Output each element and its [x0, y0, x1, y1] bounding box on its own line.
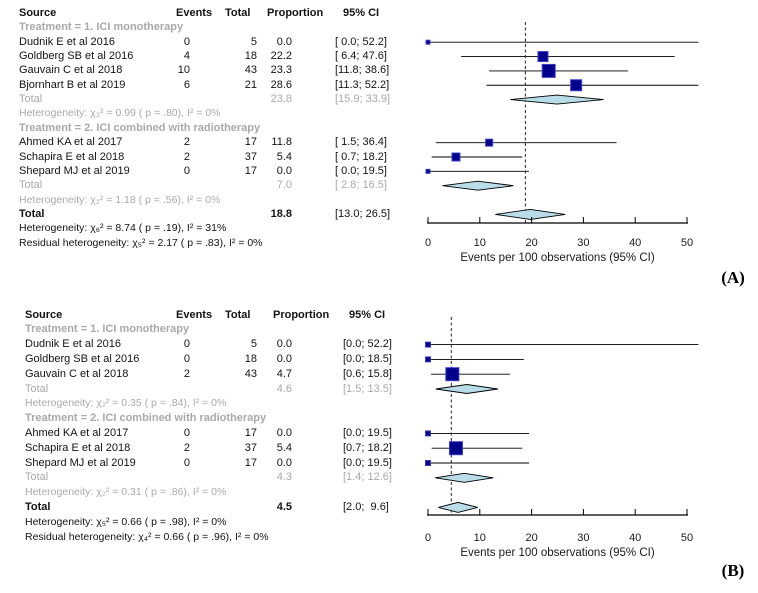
events-value: 0	[183, 338, 190, 351]
events-value: 0	[183, 164, 190, 177]
study-source-label: Gauvain C et al 2018	[19, 64, 123, 77]
forest-panel-b	[0, 303, 758, 593]
total-proportion-value: 18.8	[270, 207, 292, 220]
proportion-value: 0.0	[276, 456, 292, 469]
column-header-proportion: Proportion	[273, 308, 330, 321]
proportion-value: 11.8	[271, 136, 292, 149]
events-value: 0	[183, 352, 190, 365]
events-value: 4	[183, 50, 190, 63]
ci-value: [ 0.7; 18.2]	[335, 150, 387, 163]
ci-value: [0.0; 18.5]	[343, 352, 392, 365]
ci-value: [0.0; 19.5]	[343, 426, 392, 439]
total-label: Total	[19, 207, 45, 220]
study-source-label: Shepard MJ et al 2019	[19, 164, 130, 177]
total-value: 18	[244, 352, 257, 365]
proportion-value: 0.0	[276, 35, 292, 48]
total-proportion-value: 4.5	[276, 500, 292, 513]
study-source-label: Bjornhart B et al 2019	[19, 78, 126, 91]
column-header-source: Source	[25, 308, 63, 321]
column-header-ci: 95% CI	[349, 308, 386, 321]
study-source-label: Dudnik E et al 2016	[25, 338, 122, 351]
subtotal-label: Total	[19, 93, 43, 106]
study-source-label: Ahmed KA et al 2017	[25, 426, 129, 439]
panel-letter: (A)	[721, 268, 745, 287]
study-source-label: Goldberg SB et al 2016	[19, 50, 134, 63]
ci-value: [11.8; 38.6]	[335, 64, 390, 77]
forest-panel-a	[0, 2, 758, 302]
proportion-value: 0.0	[276, 426, 292, 439]
ci-value: [0.6; 15.8]	[343, 367, 392, 380]
total-value: 17	[244, 456, 257, 469]
effect-square	[486, 139, 493, 146]
heterogeneity-note: Heterogeneity: χ₂² = 0.35 ( p = .84), I² = 0%	[25, 397, 227, 410]
x-axis-tick-label: 30	[577, 532, 590, 544]
proportion-value: 0.0	[276, 352, 292, 365]
heterogeneity-note: Heterogeneity: χ₅² = 0.66 ( p = .98), I² = 0%	[25, 515, 227, 528]
heterogeneity-note: Residual heterogeneity: χ₄² = 0.66 ( p = .96), I² = 0%	[25, 530, 269, 543]
study-source-label: Gauvain C et al 2018	[25, 367, 129, 380]
group-heading: Treatment = 1. ICI monotherapy	[19, 21, 184, 34]
column-header-ci: 95% CI	[343, 7, 380, 19]
ci-value: [0.0; 19.5]	[343, 456, 392, 469]
effect-square	[446, 368, 459, 381]
subtotal-label: Total	[19, 179, 43, 192]
summary-diamond	[435, 473, 493, 482]
total-value: 21	[244, 78, 257, 91]
study-source-label: Dudnik E et al 2016	[19, 35, 116, 48]
proportion-value: 5.4	[276, 150, 292, 163]
total-ci-value: [13.0; 26.5]	[335, 207, 391, 220]
effect-square	[426, 169, 430, 173]
events-value: 2	[183, 150, 190, 163]
subtotal-proportion-value: 4.3	[276, 471, 292, 484]
study-source-label: Schapira E et al 2018	[25, 441, 131, 454]
group-heading: Treatment = 2. ICI combined with radiotherapy	[25, 412, 267, 425]
x-axis-tick-label: 20	[525, 532, 538, 544]
x-axis-tick-label: 40	[629, 532, 642, 544]
effect-square	[426, 357, 431, 362]
summary-diamond	[443, 181, 514, 190]
effect-square	[426, 342, 431, 347]
total-value: 18	[244, 50, 257, 63]
events-value: 0	[183, 426, 190, 439]
column-header-total: Total	[225, 7, 251, 19]
subtotal-ci-value: [1.5; 13.5]	[343, 382, 392, 395]
subtotal-ci-value: [ 2.8; 16.5]	[335, 179, 387, 192]
heterogeneity-note: Heterogeneity: χ₆² = 8.74 ( p = .19), I² = 31%	[19, 222, 227, 235]
proportion-value: 22.2	[270, 50, 292, 63]
events-value: 6	[183, 78, 190, 91]
effect-square	[542, 64, 555, 77]
subtotal-proportion-value: 7.0	[276, 179, 292, 192]
proportion-value: 4.7	[276, 367, 292, 380]
events-value: 2	[183, 136, 190, 149]
effect-square	[452, 153, 460, 161]
ci-value: [ 0.0; 19.5]	[335, 164, 387, 177]
events-value: 2	[183, 441, 190, 454]
x-axis-tick-label: 0	[424, 237, 432, 249]
subtotal-proportion-value: 23.8	[270, 93, 292, 106]
total-value: 17	[244, 164, 257, 177]
summary-diamond	[438, 502, 477, 512]
summary-diamond	[436, 385, 498, 394]
proportion-value: 0.0	[276, 338, 292, 351]
study-source-label: Schapira E et al 2018	[19, 150, 125, 163]
x-axis-tick-label: 50	[680, 532, 694, 544]
subtotal-label: Total	[25, 382, 49, 395]
events-value: 10	[177, 64, 190, 77]
effect-square	[426, 431, 431, 436]
x-axis-tick-label: 30	[577, 237, 590, 249]
study-source-label: Goldberg SB et al 2016	[25, 352, 140, 365]
effect-square	[449, 442, 462, 455]
column-header-events: Events	[176, 7, 213, 19]
ci-value: [ 1.5; 36.4]	[335, 136, 387, 149]
proportion-value: 28.6	[270, 78, 292, 91]
heterogeneity-note: Residual heterogeneity: χ₅² = 2.17 ( p = .83), I² = 0%	[19, 236, 263, 249]
x-axis-tick-label: 50	[680, 237, 694, 249]
x-axis-title: Events per 100 observations (95% CI)	[460, 547, 655, 559]
group-heading: Treatment = 2. ICI combined with radiotherapy	[19, 121, 261, 134]
heterogeneity-note: Heterogeneity: χ₂² = 1.18 ( p = .56), I² = 0%	[19, 193, 221, 206]
column-header-events: Events	[176, 308, 213, 321]
ci-value: [0.7; 18.2]	[343, 441, 392, 454]
ci-value: [11.3; 52.2]	[335, 78, 390, 91]
effect-square	[426, 461, 431, 466]
column-header-source: Source	[19, 7, 57, 19]
study-source-label: Shepard MJ et al 2019	[25, 456, 136, 469]
total-value: 5	[250, 338, 257, 351]
events-value: 0	[183, 456, 190, 469]
subtotal-ci-value: [1.4; 12.6]	[343, 471, 392, 484]
ci-value: [0.0; 52.2]	[343, 338, 392, 351]
heterogeneity-note: Heterogeneity: χ₃² = 0.99 ( p = .80), I² = 0%	[19, 107, 221, 120]
total-value: 5	[250, 35, 257, 48]
total-value: 43	[244, 64, 257, 77]
total-value: 37	[244, 441, 257, 454]
x-axis-tick-label: 10	[473, 532, 486, 544]
ci-value: [ 0.0; 52.2]	[335, 35, 387, 48]
total-value: 43	[244, 367, 257, 380]
x-axis-tick-label: 40	[629, 237, 642, 249]
total-value: 17	[244, 426, 257, 439]
effect-square	[571, 80, 582, 91]
events-value: 0	[183, 35, 190, 48]
x-axis-title: Events per 100 observations (95% CI)	[460, 252, 655, 264]
total-label: Total	[25, 500, 51, 513]
proportion-value: 5.4	[276, 441, 292, 454]
subtotal-label: Total	[25, 471, 49, 484]
proportion-value: 23.3	[270, 64, 292, 77]
total-value: 17	[244, 136, 257, 149]
x-axis-tick-label: 0	[424, 532, 432, 544]
total-ci-value: [2.0; 9.6]	[343, 500, 389, 513]
column-header-proportion: Proportion	[267, 7, 324, 19]
proportion-value: 0.0	[276, 164, 292, 177]
summary-diamond	[510, 95, 603, 104]
subtotal-ci-value: [15.9; 33.9]	[335, 93, 391, 106]
subtotal-proportion-value: 4.6	[276, 382, 292, 395]
study-source-label: Ahmed KA et al 2017	[19, 136, 123, 149]
events-value: 2	[183, 367, 190, 380]
total-value: 37	[244, 150, 257, 163]
ci-value: [ 6.4; 47.6]	[335, 50, 387, 63]
heterogeneity-note: Heterogeneity: χ₂² = 0.31 ( p = .86), I² = 0%	[25, 486, 227, 499]
effect-square	[538, 52, 548, 62]
group-heading: Treatment = 1. ICI monotherapy	[25, 323, 190, 336]
summary-diamond	[495, 209, 565, 219]
x-axis-tick-label: 10	[473, 237, 486, 249]
column-header-total: Total	[225, 308, 251, 321]
panel-letter: (B)	[721, 561, 745, 580]
x-axis-tick-label: 20	[525, 237, 538, 249]
effect-square	[426, 40, 430, 44]
